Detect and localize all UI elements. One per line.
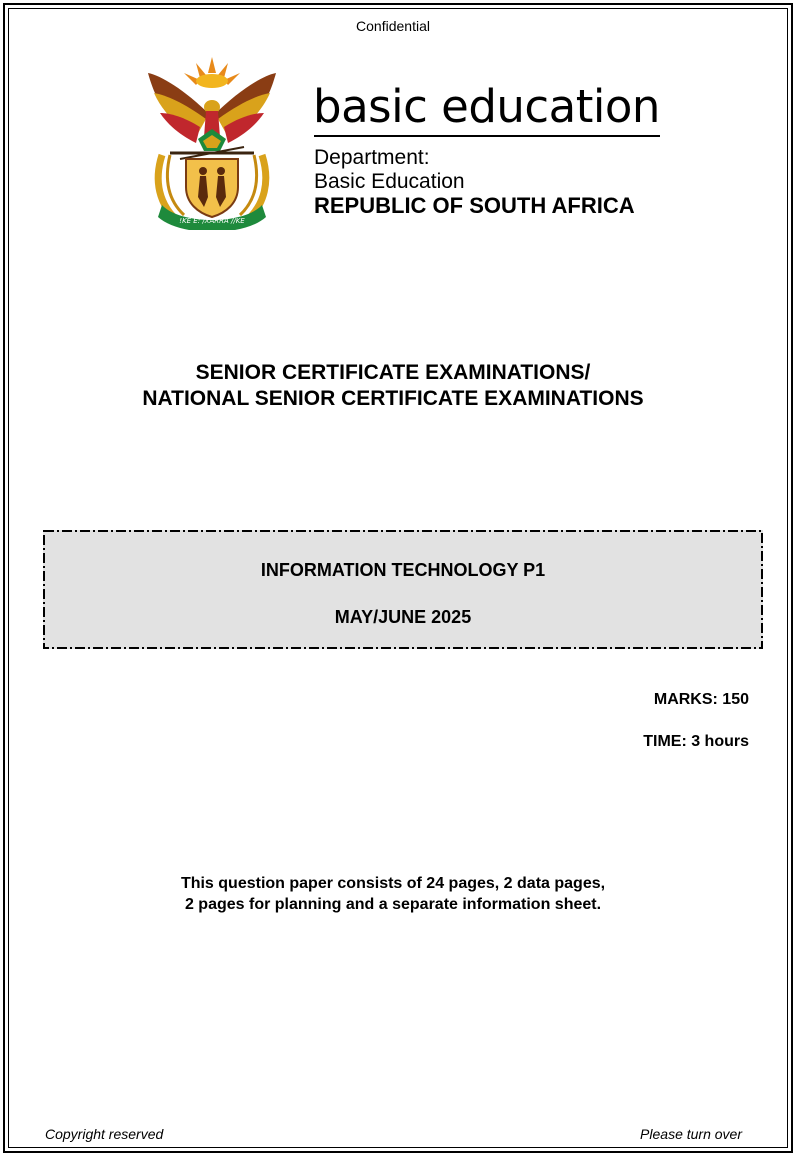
brand-divider xyxy=(314,135,660,137)
exam-session: MAY/JUNE 2025 xyxy=(334,607,472,627)
crest-motto: !KE E: /XARRA //KE xyxy=(179,217,245,225)
brand-title: basic education xyxy=(313,80,660,133)
paper-contents-line1: This question paper consists of 24 pages, 2 data pages, xyxy=(180,875,606,892)
confidential-label: Confidential xyxy=(356,18,430,34)
department-name: Basic Education xyxy=(314,170,465,193)
paper-contents-line2: 2 pages for planning and a separate information sheet. xyxy=(184,896,602,913)
time-label: TIME: 3 hours xyxy=(643,733,749,750)
department-label: Department: xyxy=(314,146,430,169)
copyright-notice: Copyright reserved xyxy=(45,1126,164,1142)
coat-of-arms-icon xyxy=(140,55,285,230)
turn-over-notice: Please turn over xyxy=(640,1126,742,1142)
subject-box xyxy=(43,530,763,649)
marks-label: MARKS: 150 xyxy=(653,691,749,708)
subject-box-border xyxy=(43,530,763,649)
exam-heading-line2: NATIONAL SENIOR CERTIFICATE EXAMINATIONS xyxy=(142,387,644,410)
exam-heading-line1: SENIOR CERTIFICATE EXAMINATIONS/ xyxy=(195,361,591,384)
country-name: REPUBLIC OF SOUTH AFRICA xyxy=(314,193,635,218)
subject-title: INFORMATION TECHNOLOGY P1 xyxy=(260,560,546,580)
